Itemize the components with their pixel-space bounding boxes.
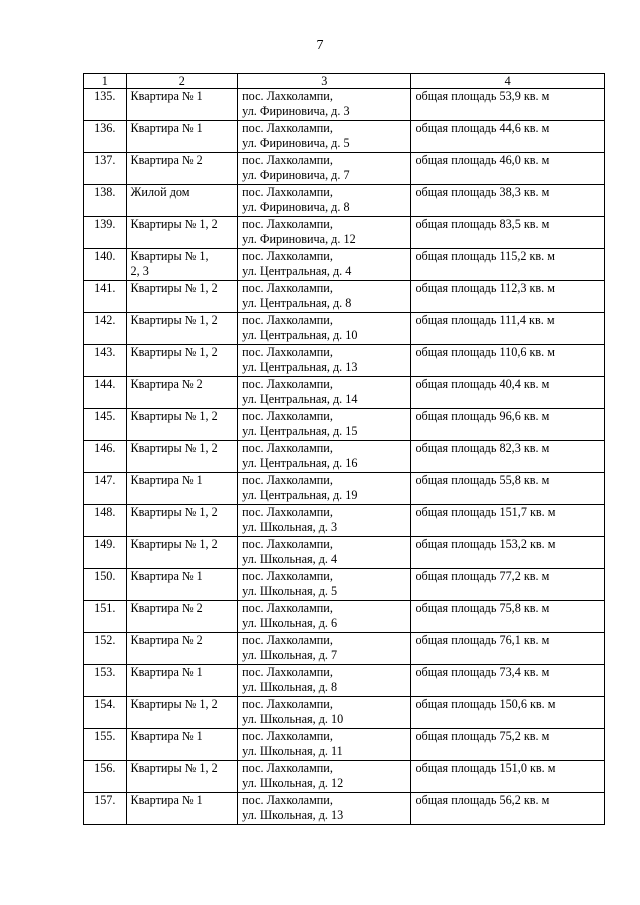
row-number: 144.: [84, 377, 127, 409]
object-cell: [126, 249, 238, 281]
object-line: Квартиры № 1, 2: [130, 441, 218, 455]
row-number: 154.: [84, 697, 127, 729]
object-line: Квартира № 2: [130, 601, 203, 615]
address-line: ул. Школьная, д. 10: [242, 712, 344, 727]
object-line: Квартира № 1: [130, 729, 203, 743]
area-cell: общая площадь 96,6 кв. м: [411, 409, 605, 441]
table-row: [84, 249, 605, 281]
object-line: Квартира № 2: [130, 633, 203, 647]
row-number: 153.: [84, 665, 127, 697]
address-cell: [238, 281, 411, 313]
table-row: [84, 761, 605, 793]
area-cell: общая площадь 38,3 кв. м: [411, 185, 605, 217]
address-cell: [238, 569, 411, 601]
area-cell: общая площадь 44,6 кв. м: [411, 121, 605, 153]
row-number: 150.: [84, 569, 127, 601]
area-cell: общая площадь 46,0 кв. м: [411, 153, 605, 185]
table-row: [84, 441, 605, 473]
object-line: Квартиры № 1, 2: [130, 537, 218, 551]
address-cell: [238, 665, 411, 697]
address-line: пос. Лахколампи,: [242, 793, 333, 807]
object-cell: [126, 633, 238, 665]
address-cell: [238, 601, 411, 633]
address-line: пос. Лахколампи,: [242, 89, 333, 103]
table-row: [84, 569, 605, 601]
object-line: Квартиры № 1, 2: [130, 409, 218, 423]
row-number: 135.: [84, 89, 127, 121]
address-cell: [238, 89, 411, 121]
address-line: пос. Лахколампи,: [242, 729, 333, 743]
address-line: пос. Лахколампи,: [242, 153, 333, 167]
object-cell: [126, 761, 238, 793]
table-row: [84, 121, 605, 153]
area-cell: общая площадь 112,3 кв. м: [411, 281, 605, 313]
address-line: ул. Центральная, д. 13: [242, 360, 358, 375]
table-row: [84, 217, 605, 249]
address-line: ул. Центральная, д. 8: [242, 296, 352, 311]
object-line: Квартиры № 1, 2: [130, 761, 218, 775]
column-header-3: 3: [238, 74, 411, 89]
object-line: Жилой дом: [130, 185, 190, 199]
object-line: Квартира № 1: [130, 121, 203, 135]
row-number: 139.: [84, 217, 127, 249]
area-cell: общая площадь 76,1 кв. м: [411, 633, 605, 665]
address-line: ул. Школьная, д. 3: [242, 520, 338, 535]
object-line: Квартиры № 1, 2: [130, 505, 218, 519]
address-line: ул. Центральная, д. 16: [242, 456, 358, 471]
object-line: Квартира № 1: [130, 569, 203, 583]
row-number: 138.: [84, 185, 127, 217]
object-cell: [126, 441, 238, 473]
object-line: Квартира № 1: [130, 89, 203, 103]
area-cell: общая площадь 110,6 кв. м: [411, 345, 605, 377]
row-number: 151.: [84, 601, 127, 633]
object-cell: [126, 473, 238, 505]
column-header-1: 1: [84, 74, 127, 89]
address-cell: [238, 313, 411, 345]
area-cell: общая площадь 153,2 кв. м: [411, 537, 605, 569]
address-line: пос. Лахколампи,: [242, 121, 333, 135]
address-line: ул. Школьная, д. 4: [242, 552, 338, 567]
address-line: ул. Центральная, д. 14: [242, 392, 358, 407]
address-line: пос. Лахколампи,: [242, 505, 333, 519]
row-number: 143.: [84, 345, 127, 377]
object-cell: [126, 697, 238, 729]
address-cell: [238, 249, 411, 281]
row-number: 156.: [84, 761, 127, 793]
area-cell: общая площадь 75,2 кв. м: [411, 729, 605, 761]
table-row: [84, 633, 605, 665]
table-header: [84, 74, 605, 89]
table-row: [84, 185, 605, 217]
object-cell: [126, 505, 238, 537]
area-cell: общая площадь 75,8 кв. м: [411, 601, 605, 633]
address-line: пос. Лахколампи,: [242, 185, 333, 199]
address-line: ул. Школьная, д. 6: [242, 616, 338, 631]
address-cell: [238, 153, 411, 185]
row-number: 152.: [84, 633, 127, 665]
object-cell: [126, 537, 238, 569]
table-body: [84, 89, 605, 825]
address-line: ул. Фириновича, д. 5: [242, 136, 350, 151]
object-line: Квартиры № 1, 2: [130, 345, 218, 359]
address-line: пос. Лахколампи,: [242, 345, 333, 359]
address-cell: [238, 121, 411, 153]
address-cell: [238, 345, 411, 377]
object-cell: [126, 217, 238, 249]
object-line: 2, 3: [130, 264, 149, 279]
row-number: 136.: [84, 121, 127, 153]
address-cell: [238, 697, 411, 729]
object-line: Квартиры № 1, 2: [130, 217, 218, 231]
area-cell: общая площадь 151,7 кв. м: [411, 505, 605, 537]
address-line: ул. Школьная, д. 5: [242, 584, 338, 599]
object-cell: [126, 377, 238, 409]
object-cell: [126, 345, 238, 377]
row-number: 137.: [84, 153, 127, 185]
row-number: 155.: [84, 729, 127, 761]
area-cell: общая площадь 82,3 кв. м: [411, 441, 605, 473]
address-line: ул. Центральная, д. 15: [242, 424, 358, 439]
address-line: пос. Лахколампи,: [242, 217, 333, 231]
table-row: [84, 537, 605, 569]
table-row: [84, 409, 605, 441]
object-cell: [126, 601, 238, 633]
address-cell: [238, 505, 411, 537]
table-row: [84, 729, 605, 761]
address-cell: [238, 633, 411, 665]
area-cell: общая площадь 53,9 кв. м: [411, 89, 605, 121]
table-row: [84, 281, 605, 313]
object-line: Квартиры № 1, 2: [130, 697, 218, 711]
row-number: 141.: [84, 281, 127, 313]
address-line: пос. Лахколампи,: [242, 249, 333, 263]
area-cell: общая площадь 77,2 кв. м: [411, 569, 605, 601]
address-cell: [238, 377, 411, 409]
area-cell: общая площадь 150,6 кв. м: [411, 697, 605, 729]
object-line: Квартира № 1: [130, 473, 203, 487]
address-line: пос. Лахколампи,: [242, 377, 333, 391]
row-number: 142.: [84, 313, 127, 345]
address-line: ул. Центральная, д. 19: [242, 488, 358, 503]
address-line: ул. Центральная, д. 4: [242, 264, 352, 279]
table-row: [84, 665, 605, 697]
address-line: ул. Школьная, д. 12: [242, 776, 344, 791]
object-cell: [126, 665, 238, 697]
table-row: [84, 377, 605, 409]
row-number: 149.: [84, 537, 127, 569]
address-line: пос. Лахколампи,: [242, 601, 333, 615]
object-cell: [126, 793, 238, 825]
object-line: Квартира № 1: [130, 665, 203, 679]
row-number: 157.: [84, 793, 127, 825]
property-table: [83, 73, 605, 825]
address-line: пос. Лахколампи,: [242, 665, 333, 679]
address-line: пос. Лахколампи,: [242, 569, 333, 583]
address-line: пос. Лахколампи,: [242, 281, 333, 295]
address-line: ул. Центральная, д. 10: [242, 328, 358, 343]
object-cell: [126, 569, 238, 601]
table-row: [84, 313, 605, 345]
address-line: пос. Лахколампи,: [242, 313, 333, 327]
object-cell: [126, 89, 238, 121]
table-row: [84, 697, 605, 729]
object-line: Квартиры № 1, 2: [130, 281, 218, 295]
address-line: ул. Фириновича, д. 3: [242, 104, 350, 119]
object-cell: [126, 185, 238, 217]
table-row: [84, 153, 605, 185]
column-header-4: 4: [411, 74, 605, 89]
address-line: пос. Лахколампи,: [242, 761, 333, 775]
row-number: 140.: [84, 249, 127, 281]
address-line: пос. Лахколампи,: [242, 633, 333, 647]
area-cell: общая площадь 73,4 кв. м: [411, 665, 605, 697]
address-cell: [238, 537, 411, 569]
area-cell: общая площадь 55,8 кв. м: [411, 473, 605, 505]
address-cell: [238, 185, 411, 217]
area-cell: общая площадь 40,4 кв. м: [411, 377, 605, 409]
object-line: Квартира № 1: [130, 793, 203, 807]
row-number: 147.: [84, 473, 127, 505]
table-row: [84, 89, 605, 121]
object-cell: [126, 121, 238, 153]
table-row: [84, 601, 605, 633]
row-number: 146.: [84, 441, 127, 473]
address-cell: [238, 217, 411, 249]
table-row: [84, 345, 605, 377]
object-cell: [126, 729, 238, 761]
header-row: [84, 74, 605, 89]
address-line: ул. Фириновича, д. 7: [242, 168, 350, 183]
address-line: ул. Школьная, д. 11: [242, 744, 343, 759]
address-line: пос. Лахколампи,: [242, 473, 333, 487]
area-cell: общая площадь 56,2 кв. м: [411, 793, 605, 825]
table-row: [84, 505, 605, 537]
address-line: ул. Фириновича, д. 8: [242, 200, 350, 215]
address-line: пос. Лахколампи,: [242, 697, 333, 711]
object-line: Квартира № 2: [130, 153, 203, 167]
address-cell: [238, 761, 411, 793]
table-row: [84, 793, 605, 825]
address-line: ул. Школьная, д. 8: [242, 680, 338, 695]
address-cell: [238, 409, 411, 441]
object-line: Квартиры № 1,: [130, 249, 209, 263]
object-cell: [126, 281, 238, 313]
column-header-2: 2: [126, 74, 238, 89]
table-row: [84, 473, 605, 505]
area-cell: общая площадь 111,4 кв. м: [411, 313, 605, 345]
object-line: Квартиры № 1, 2: [130, 313, 218, 327]
address-line: ул. Фириновича, д. 12: [242, 232, 356, 247]
row-number: 145.: [84, 409, 127, 441]
object-cell: [126, 153, 238, 185]
area-cell: общая площадь 115,2 кв. м: [411, 249, 605, 281]
address-cell: [238, 793, 411, 825]
address-line: пос. Лахколампи,: [242, 409, 333, 423]
object-cell: [126, 409, 238, 441]
address-cell: [238, 441, 411, 473]
area-cell: общая площадь 151,0 кв. м: [411, 761, 605, 793]
address-cell: [238, 473, 411, 505]
address-line: пос. Лахколампи,: [242, 441, 333, 455]
object-cell: [126, 313, 238, 345]
row-number: 148.: [84, 505, 127, 537]
page-number: 7: [316, 38, 324, 53]
address-line: пос. Лахколампи,: [242, 537, 333, 551]
address-line: ул. Школьная, д. 13: [242, 808, 344, 823]
area-cell: общая площадь 83,5 кв. м: [411, 217, 605, 249]
address-line: ул. Школьная, д. 7: [242, 648, 338, 663]
address-cell: [238, 729, 411, 761]
object-line: Квартира № 2: [130, 377, 203, 391]
